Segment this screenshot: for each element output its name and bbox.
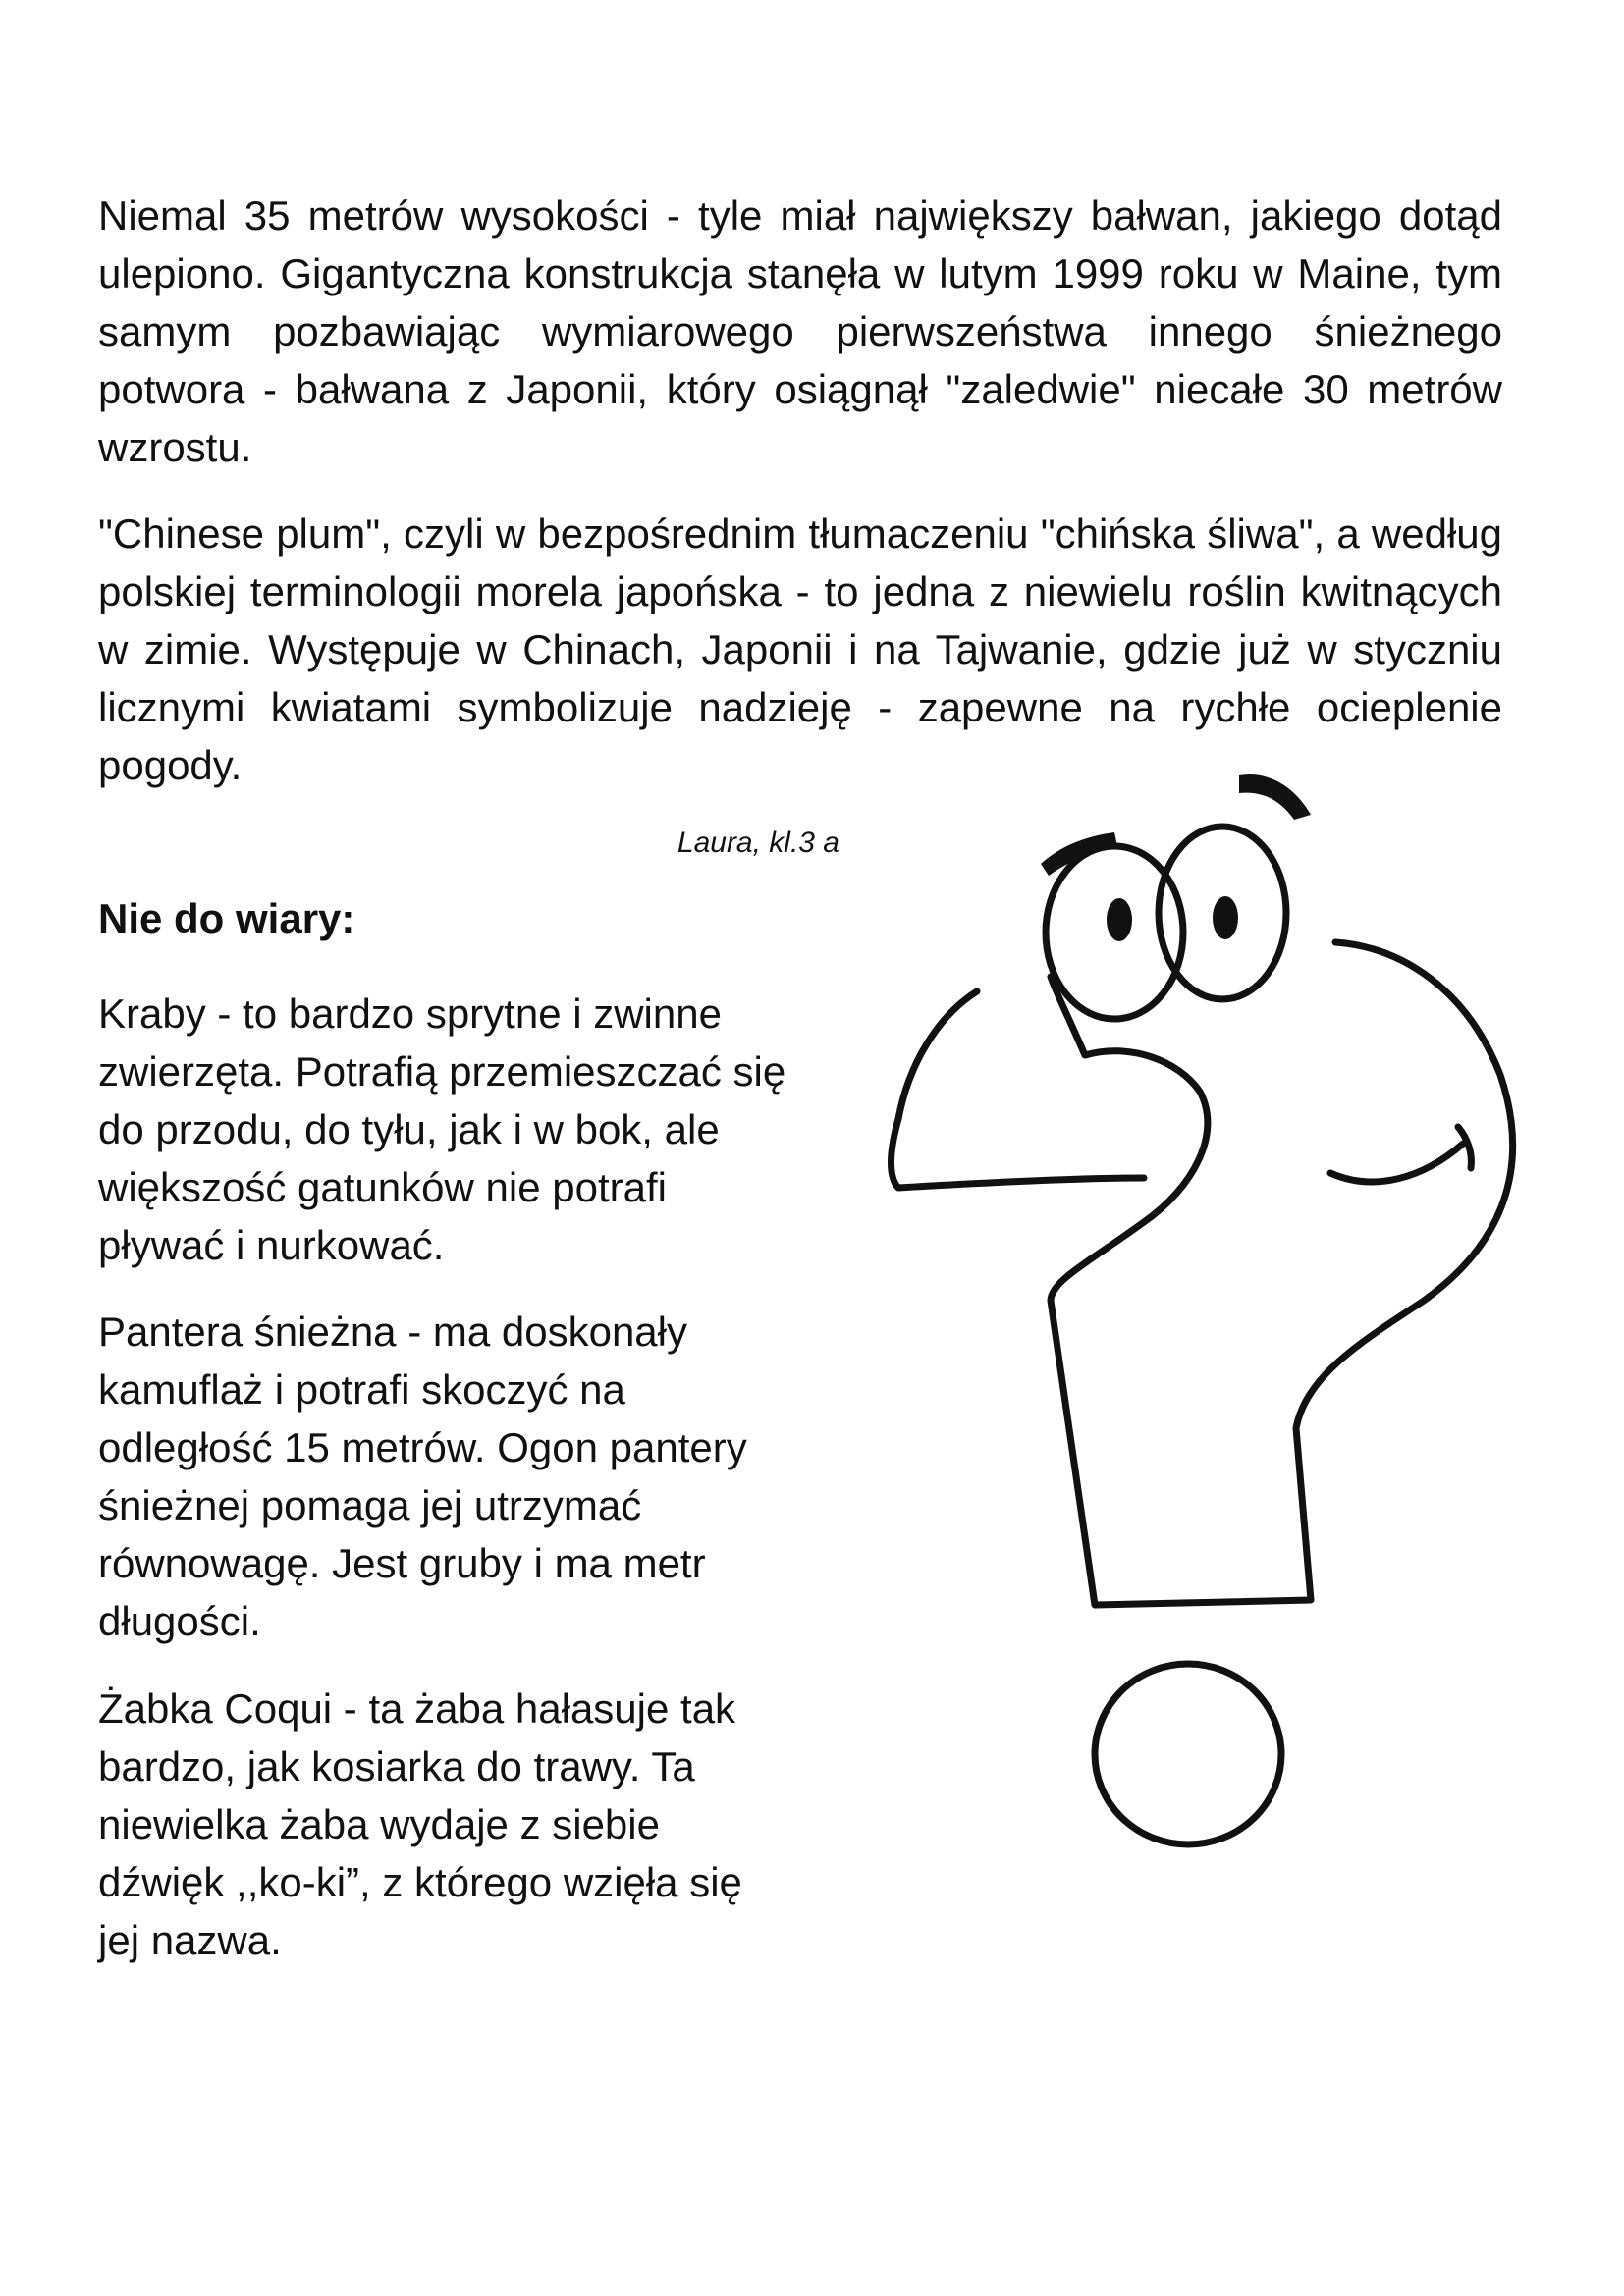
fact-snow-leopard: [98, 1303, 864, 1650]
cartoon-question-mark-icon: [854, 756, 1542, 1875]
author-signature: Laura, kl.3 a: [677, 827, 839, 859]
fact-line: do przodu, do tyłu, jak i w bok, ale: [98, 1106, 720, 1152]
smile: [1330, 1144, 1463, 1182]
fact-line: długości.: [98, 1598, 261, 1644]
left-eyebrow: [1041, 832, 1117, 876]
fact-line: niewielka żaba wydaje z siebie: [98, 1801, 660, 1847]
question-mark-outline: [1051, 942, 1513, 1605]
fact-line: Pantera śnieżna - ma doskonały: [98, 1308, 687, 1355]
right-pupil: [1213, 896, 1238, 939]
fact-line: kamuflaż i potrafi skoczyć na: [98, 1366, 625, 1413]
fact-line: bardzo, jak kosiarka do trawy. Ta: [98, 1743, 695, 1789]
fact-line: pływać i nurkować.: [98, 1222, 445, 1268]
fact-line: dźwięk ,,ko-ki”, z którego wzięła się: [98, 1859, 742, 1905]
fact-coqui-frog: [98, 1680, 864, 1969]
paragraph-snowman: Niemal 35 metrów wysokości - tyle miał największy bałwan, jakiego dotąd ulepiono. Gigantyczna konstrukcja stanęła w lutym 1999 roku w Maine, tym samym pozbawiając wymiarowego pierwszeństwa innego śnieżnego potwora - bałwana z Japonii, który osiągnął "zaledwie" niecałe 30 metrów wzrostu.: [98, 192, 1502, 470]
fact-line: Kraby - to bardzo sprytne i zwinne: [98, 990, 722, 1037]
fact-crabs: [98, 985, 864, 1274]
fact-line: zwierzęta. Potrafią przemieszczać się: [98, 1048, 786, 1095]
fact-line: jej nazwa.: [98, 1917, 282, 1963]
facts-heading: Nie do wiary:: [98, 895, 355, 941]
fact-line: odległość 15 metrów. Ogon pantery: [98, 1424, 747, 1470]
question-mark-dot: [1095, 1664, 1281, 1844]
right-eyebrow: [1239, 774, 1311, 820]
paragraph-chinese-plum: "Chinese plum", czyli w bezpośrednim tłumaczeniu "chińska śliwa", a według polskiej terminologii morela japońska - to jedna z niewielu roślin kwitnących w zimie. Występuje w Chinach, Japonii i na Tajwanie, gdzie już w styczniu licznymi kwiatami symbolizuje nadzieję - zapewne na rychłe ocieplenie pogody.: [98, 510, 1502, 788]
fact-line: równowagę. Jest gruby i ma metr: [98, 1540, 706, 1586]
fact-line: większość gatunków nie potrafi: [98, 1164, 667, 1210]
fact-line: śnieżnej pomaga jej utrzymać: [98, 1482, 642, 1528]
left-pupil: [1107, 898, 1132, 941]
fact-line: Żabka Coqui - ta żaba hałasuje tak: [98, 1685, 736, 1732]
